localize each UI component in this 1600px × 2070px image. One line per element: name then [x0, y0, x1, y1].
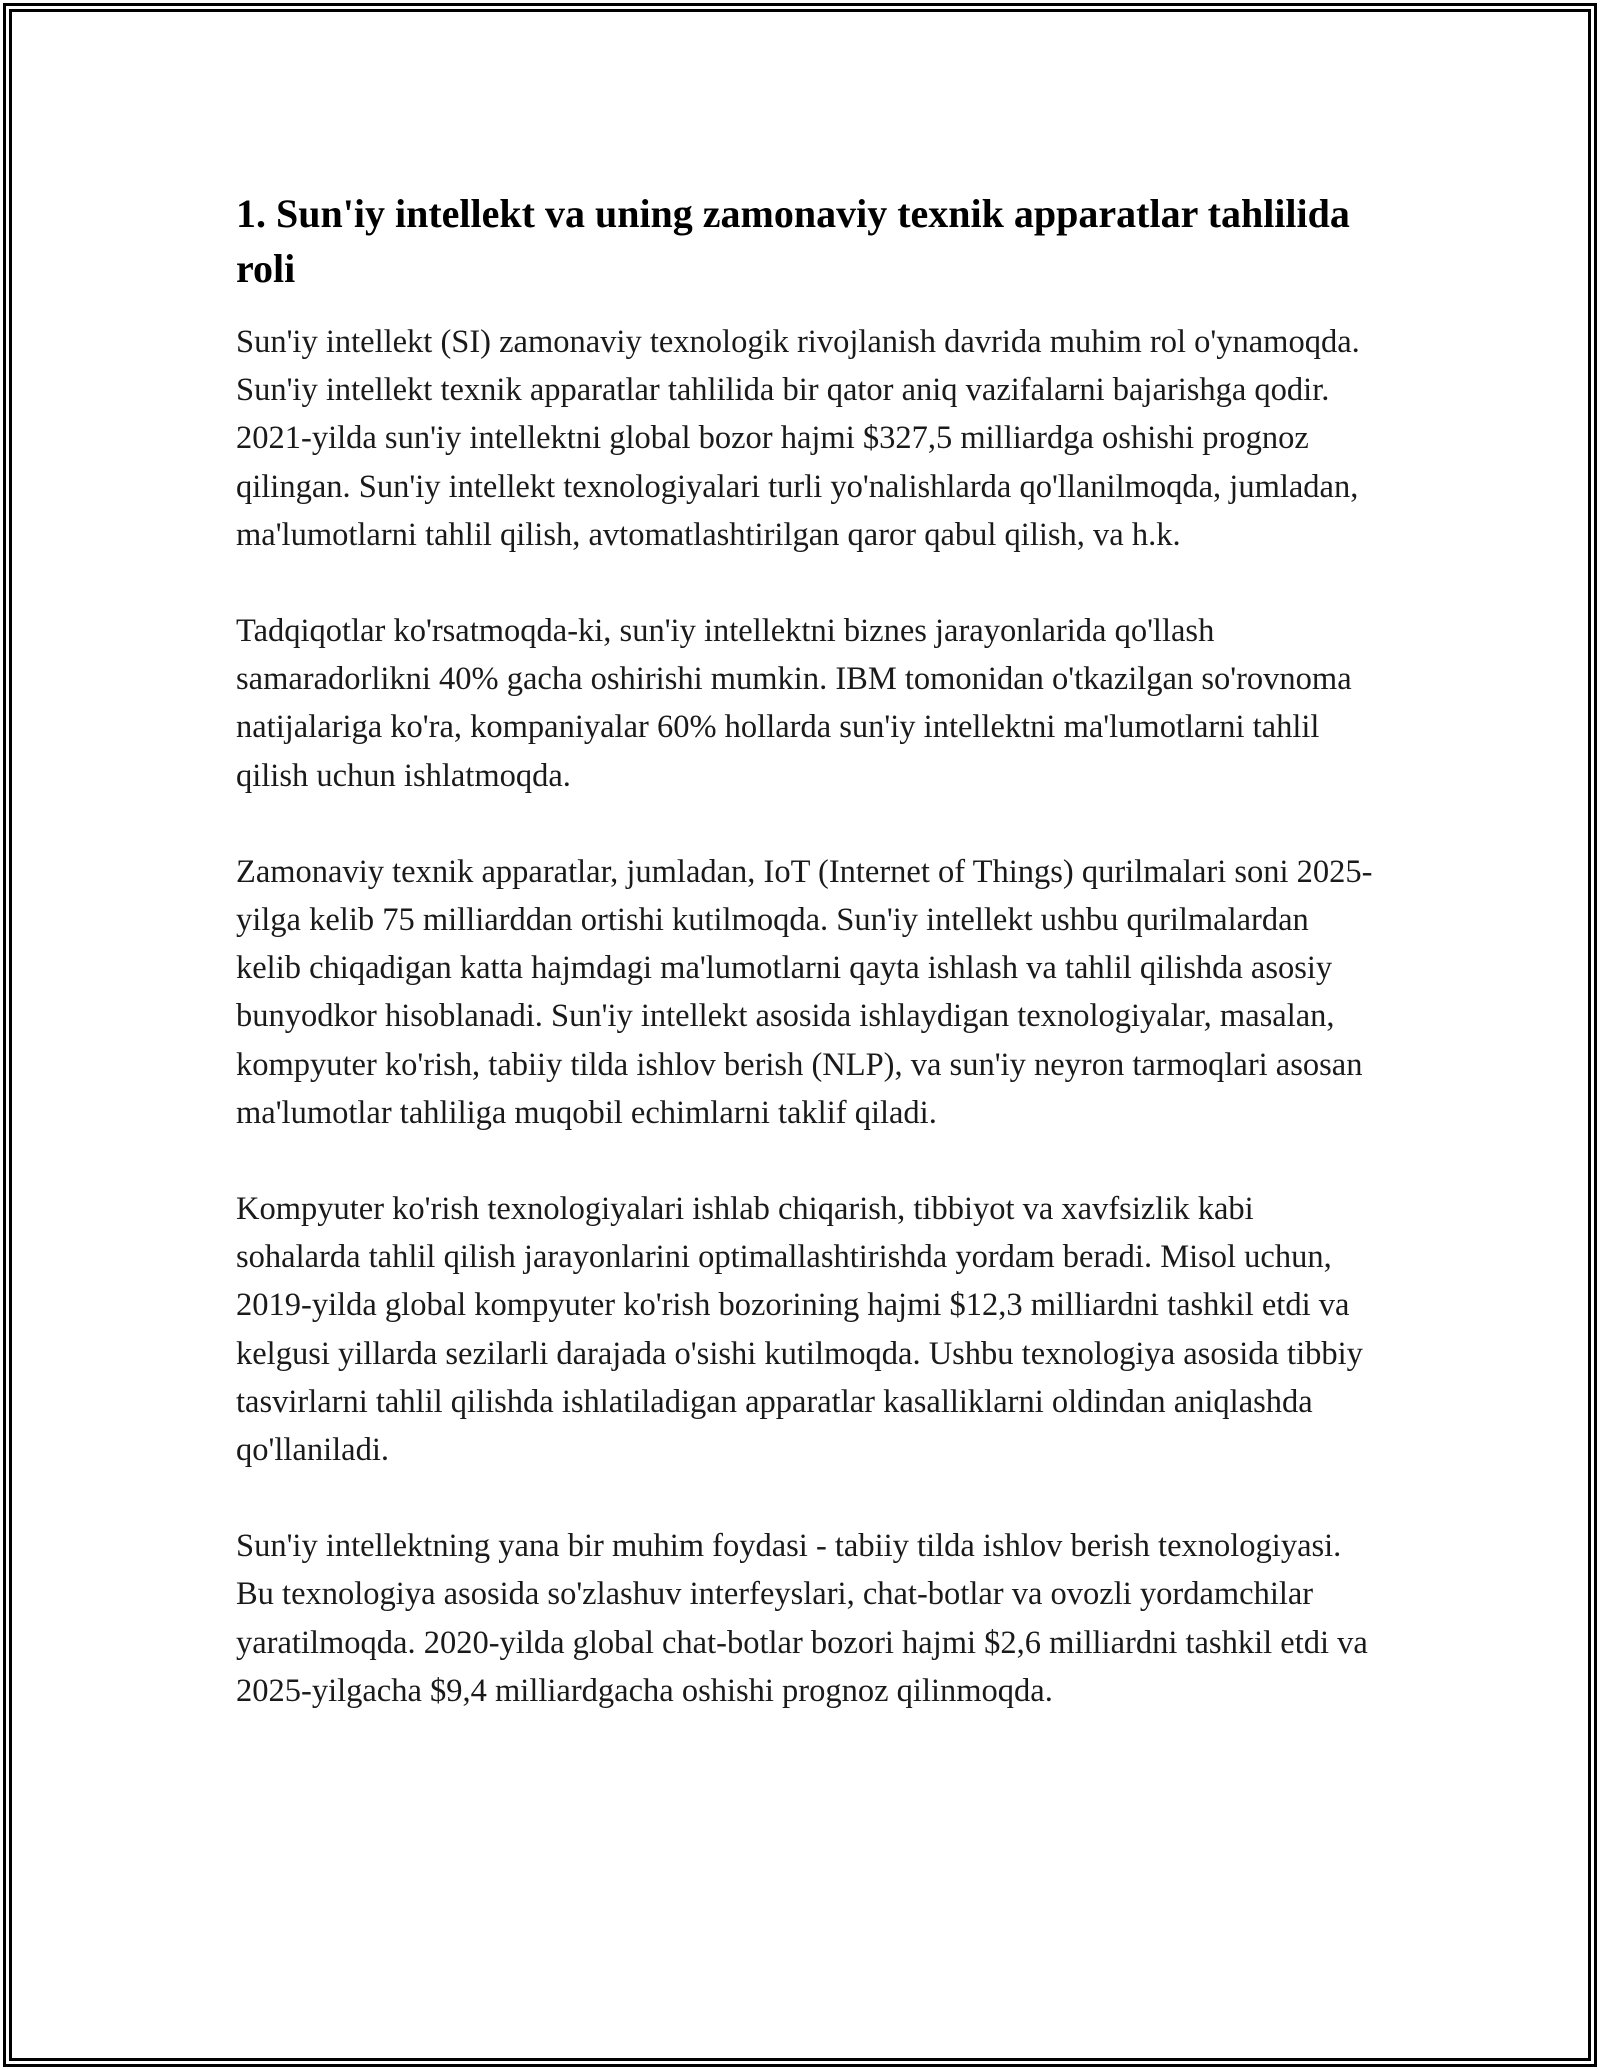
- document-content: [236, 186, 1376, 1715]
- section-heading: 1. Sun'iy intellekt va uning zamonaviy texnik apparatlar tahlilida roli: [236, 191, 1350, 291]
- paragraph-2: Tadqiqotlar ko'rsatmoqda-ki, sun'iy intellektni biznes jarayonlarida qo'llash samaradorlikni 40% gacha oshirishi mumkin. IBM tomonidan o'tkazilgan so'rovnoma natijalariga ko'ra, kompaniyalar 60% hollarda sun'iy intellektni ma'lumotlarni tahlil qilish uchun ishlatmoqda.: [236, 613, 1352, 794]
- paragraph-4: Kompyuter ko'rish texnologiyalari ishlab chiqarish, tibbiyot va xavfsizlik kabi sohalarda tahlil qilish jarayonlarini optimallashtirishda yordam beradi. Misol uchun, 2019-yilda global kompyuter ko'rish bozorining hajmi $12,3 milliardni tashkil etdi va kelgusi yillarda sezilarli darajada o'sishi kutilmoqda. Ushbu texnologiya asosida tibbiy tasvirlarni tahlil qilishda ishlatiladigan apparatlar kasalliklarni oldindan aniqlashda qo'llaniladi.: [236, 1191, 1363, 1469]
- paragraph-1: Sun'iy intellekt (SI) zamonaviy texnologik rivojlanish davrida muhim rol o'ynamoqda. Sun'iy intellekt texnik apparatlar tahlilida bir qator aniq vazifalarni bajarishga qodir. 2021-yilda sun'iy intellektni global bozor hajmi $327,5 milliardga oshishi prognoz qilingan. Sun'iy intellekt texnologiyalari turli yo'nalishlarda qo'llanilmoqda, jumladan, ma'lumotlarni tahlil qilish, avtomatlashtirilgan qaror qabul qilish, va h.k.: [236, 324, 1360, 553]
- paragraph-3: Zamonaviy texnik apparatlar, jumladan, IoT (Internet of Things) qurilmalari soni 2025-yilga kelib 75 milliarddan ortishi kutilmoqda. Sun'iy intellekt ushbu qurilmalardan kelib chiqadigan katta hajmdagi ma'lumotlarni qayta ishlash va tahlil qilishda asosiy bunyodkor hisoblanadi. Sun'iy intellekt asosida ishlaydigan texnologiyalar, masalan, kompyuter ko'rish, tabiiy tilda ishlov berish (NLP), va sun'iy neyron tarmoqlari asosan ma'lumotlar tahliliga muqobil echimlarni taklif qiladi.: [236, 853, 1373, 1131]
- paragraph-5: Sun'iy intellektning yana bir muhim foydasi - tabiiy tilda ishlov berish texnologiyasi. Bu texnologiya asosida so'zlashuv interfeyslari, chat-botlar va ovozli yordamchilar yaratilmoqda. 2020-yilda global chat-botlar bozori hajmi $2,6 milliardni tashkil etdi va 2025-yilgacha $9,4 milliardgacha oshishi prognoz qilinmoqda.: [236, 1528, 1368, 1709]
- document-body: [236, 318, 1376, 1715]
